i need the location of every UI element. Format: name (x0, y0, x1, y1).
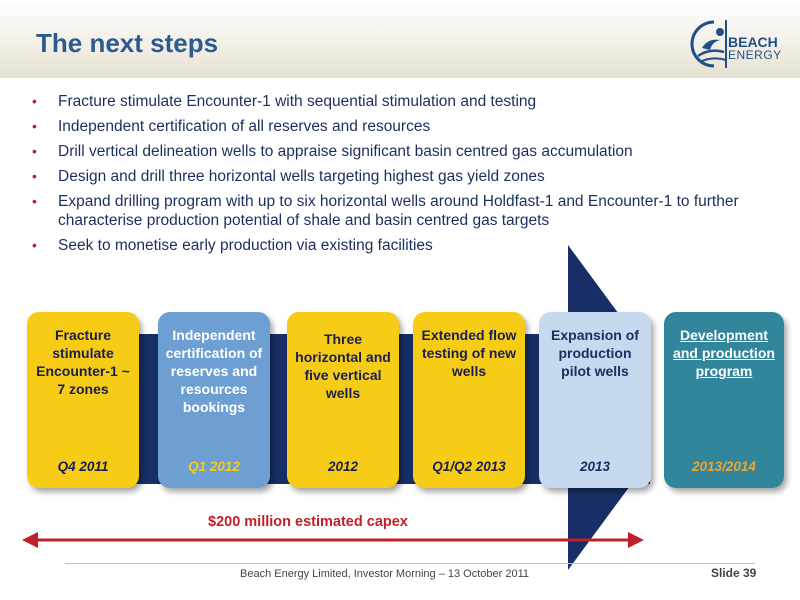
timeline-step-text: Fracture stimulate Encounter-1 ~ 7 zones (36, 327, 130, 397)
capex-double-arrow-icon (22, 530, 644, 550)
logo-wordmark (728, 36, 782, 62)
timeline-step-expansion (539, 312, 651, 488)
bullet-item: • Drill vertical delineation wells to appraise significant basin centred gas accumulation (30, 142, 770, 161)
footer-divider (65, 563, 755, 564)
timeline-step-date: 2013 (579, 459, 611, 474)
timeline-step-date: Q1 2012 (188, 459, 240, 474)
bullet-item: • Independent certification of all reserves and resources (30, 117, 770, 136)
timeline-step-date: Q4 2011 (57, 459, 109, 474)
timeline-step-date: Q1/Q2 2013 (432, 459, 506, 474)
bullet-list (30, 92, 770, 261)
timeline-step-flow-testing (413, 312, 525, 488)
footer-text: Beach Energy Limited, Investor Morning – 13 October 2011 (240, 568, 530, 580)
capex-label: $200 million estimated capex (208, 514, 408, 530)
bullet-item: • Design and drill three horizontal wells targeting highest gas yield zones (30, 167, 770, 186)
bullet-item: • Expand drilling program with up to six horizontal wells around Holdfast-1 and Encounter-1 to further characterise production potential of shale and basin centred gas targets (30, 192, 770, 230)
timeline-step-wells (287, 312, 399, 488)
timeline-step-text: Extended flow testing of new wells (421, 327, 517, 379)
page-title: The next steps (36, 28, 219, 58)
logo-line-1: BEACH (728, 34, 778, 50)
bullet-item: • Fracture stimulate Encounter-1 with sequential stimulation and testing (30, 92, 770, 111)
timeline-step-development (664, 312, 784, 488)
timeline-step-date: 2012 (327, 459, 359, 474)
timeline-step-text: Three horizontal and five vertical wells (295, 331, 391, 401)
timeline-step-text: Expansion of production pilot wells (551, 327, 639, 379)
slide-header (0, 0, 800, 78)
timeline-step-certification (158, 312, 270, 488)
slide-number: Slide 39 (711, 566, 757, 580)
timeline-step-date: 2013/2014 (692, 459, 756, 474)
timeline-step-text: Independent certification of reserves and resources bookings (165, 327, 263, 415)
timeline-step-text: Development and production program (673, 327, 775, 379)
company-logo (690, 14, 800, 76)
logo-line-2: ENERGY (728, 48, 782, 62)
bullet-item: • Seek to monetise early production via existing facilities (30, 236, 770, 255)
timeline-step-frac (27, 312, 139, 488)
